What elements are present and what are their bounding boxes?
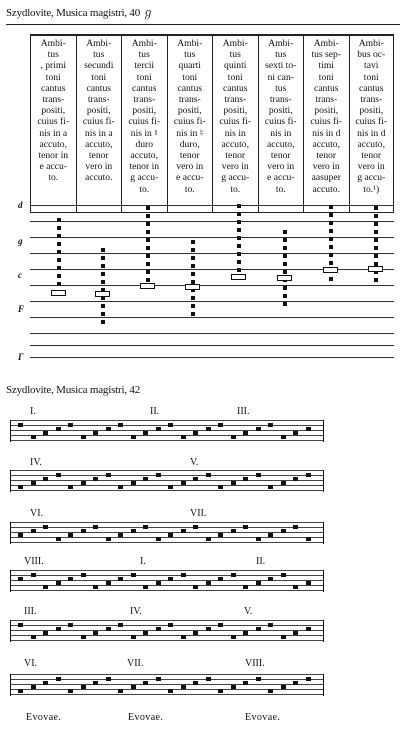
mode-label-r5-2: IV. [130,606,142,617]
chant-note [281,529,286,533]
ambitus-note [329,213,333,217]
chant-note [31,573,36,577]
mode-label-r3-1: VI. [30,508,44,519]
chant-note [56,473,61,477]
chant-note [193,631,198,635]
chant-note [231,481,236,485]
mode-label-r1-2: II. [150,406,160,417]
clef-gamma: Γ [18,352,24,362]
chant-note [243,477,248,481]
ambitus-note [57,274,61,278]
chant-staff [10,420,324,442]
ambitus-note [329,221,333,225]
ambitus-note [146,238,150,242]
mode-label-r1-1: I. [30,406,36,417]
bar-line [323,674,324,696]
chant-note [93,681,98,685]
chant-note [156,537,161,541]
ambitus-note [57,258,61,262]
clef-c: c [18,270,22,280]
chant-note [243,585,248,589]
chant-note [93,431,98,435]
chant-note [256,537,261,541]
final-breve [51,290,66,296]
chant-note [218,689,223,693]
ambitus-note [283,246,287,250]
bar-line [10,674,11,696]
chant-note [306,677,311,681]
chant-note [118,533,123,537]
chant-note [31,481,36,485]
ambitus-column-3: Ambi- tus tercii toni cantus trans- positi, cuius fi- nis in ♮ duro accuto, tenor in g accu- to. [121,36,167,212]
chant-note [218,577,223,581]
chant-note [106,627,111,631]
ambitus-note [329,229,333,233]
chant-note [31,435,36,439]
ambitus-note [329,253,333,257]
chant-note [256,627,261,631]
chant-note [43,631,48,635]
ambitus-note [57,250,61,254]
chant-note [168,423,173,427]
ambitus-note [283,294,287,298]
chant-note [168,689,173,693]
chant-note [56,581,61,585]
chant-note [243,525,248,529]
ambitus-note [329,277,333,281]
ambitus-note [329,205,333,209]
chant-note [193,431,198,435]
chant-note [93,477,98,481]
chant-note [306,537,311,541]
ambitus-note [374,206,378,210]
chant-note [218,533,223,537]
chant-note [218,485,223,489]
ambitus-note [101,312,105,316]
chant-note [106,677,111,681]
ambitus-note [146,230,150,234]
chant-note [181,685,186,689]
chant-note [56,627,61,631]
chant-note [143,477,148,481]
chant-note [56,427,61,431]
bar-line [323,620,324,642]
chant-note [168,623,173,627]
ambitus-note [283,302,287,306]
chant-note [218,623,223,627]
chant-note [31,529,36,533]
chant-note [231,635,236,639]
ambitus-note [101,256,105,260]
chant-note [181,635,186,639]
chant-note [106,427,111,431]
bar-line [323,570,324,592]
chant-note [68,689,73,693]
chant-note [31,635,36,639]
ambitus-note [101,272,105,276]
ambitus-note [57,218,61,222]
ambitus-note [374,246,378,250]
mode-label-r6-3: VIII. [245,658,265,669]
chant-note [306,581,311,585]
clef-g: g [18,236,23,246]
ambitus-note [191,264,195,268]
chant-note [268,423,273,427]
chant-note [143,431,148,435]
ambitus-note [237,228,241,232]
chant-note [81,435,86,439]
ambitus-note [146,214,150,218]
bar-line [323,522,324,544]
chant-note [81,481,86,485]
clef-d: d [18,200,23,210]
evovae-1: Evovae. [26,712,62,723]
ambitus-note [283,230,287,234]
caption-second: Szydlovite, Musica magistri, 42 [6,384,141,396]
ambitus-note [237,204,241,208]
chant-note [243,431,248,435]
ambitus-note [101,320,105,324]
chant-note [181,481,186,485]
mode-label-r5-3: V. [244,606,253,617]
ambitus-table [30,34,394,213]
ambitus-note [374,254,378,258]
chant-note [118,623,123,627]
ambitus-note [237,252,241,256]
ambitus-note [191,248,195,252]
final-breve [277,275,292,281]
ambitus-note [283,238,287,242]
chant-note [131,635,136,639]
chant-note [181,435,186,439]
ambitus-note [283,286,287,290]
ambitus-note [146,262,150,266]
chant-note [93,631,98,635]
chant-note [218,423,223,427]
chant-note [81,573,86,577]
chant-note [193,585,198,589]
chant-note [131,481,136,485]
chant-note [268,623,273,627]
chant-note [256,581,261,585]
ambitus-note [101,264,105,268]
chant-note [118,689,123,693]
chant-note [156,677,161,681]
bar-line [10,420,11,442]
chant-note [206,581,211,585]
ambitus-note [146,246,150,250]
ambitus-note [101,304,105,308]
ambitus-note [146,278,150,282]
ambitus-note [101,280,105,284]
mode-label-r6-1: VI. [24,658,38,669]
ambitus-note [237,220,241,224]
ambitus-note [374,278,378,282]
mode-label-r2-1: IV. [30,457,42,468]
mode-label-r6-2: VII. [127,658,144,669]
caption-first: Szydlovite, Musica magistri, 40 ℊ [6,7,154,19]
evovae-3: Evovae. [245,712,281,723]
chant-note [231,529,236,533]
ambitus-note [191,256,195,260]
chant-note [68,423,73,427]
ambitus-note [374,230,378,234]
bar-line [323,420,324,442]
ambitus-note [283,270,287,274]
chant-note [18,623,23,627]
final-breve [323,267,338,273]
chant-note [93,585,98,589]
chant-staff [10,620,324,642]
evovae-2: Evovae. [128,712,164,723]
ambitus-note [191,312,195,316]
ambitus-note [329,237,333,241]
chant-note [293,431,298,435]
bar-line [10,522,11,544]
ambitus-staff [30,195,394,375]
chant-note [168,577,173,581]
chant-note [68,577,73,581]
chant-note [93,525,98,529]
ambitus-note [237,236,241,240]
chant-note [293,681,298,685]
chant-note [206,677,211,681]
ambitus-column-1: Ambi- tus , primi toni cantus trans- positi, cuius fi- nis in a accuto, tenor in e accu- to. [30,36,76,212]
ambitus-note [283,254,287,258]
chant-note [143,681,148,685]
chant-note [131,573,136,577]
ambitus-column-7: Ambi- tus sep- timi toni cantus trans- positi, cuius fi- nis in d accuto, tenor vero in aasuper accuto. [303,36,349,212]
chant-note [43,525,48,529]
chant-note [18,485,23,489]
chant-note [18,533,23,537]
chant-note [281,435,286,439]
chant-note [306,427,311,431]
chant-note [131,435,136,439]
ambitus-note [374,238,378,242]
mode-label-r4-1: VIII. [24,556,44,567]
chant-note [56,537,61,541]
chant-note [281,481,286,485]
ambitus-note [191,272,195,276]
chant-note [81,685,86,689]
ambitus-note [191,240,195,244]
ambitus-note [146,254,150,258]
chant-note [81,529,86,533]
ambitus-note [57,282,61,286]
chant-note [106,473,111,477]
chant-note [268,689,273,693]
chant-note [231,573,236,577]
chant-note [231,685,236,689]
chant-note [18,689,23,693]
ambitus-note [329,245,333,249]
bar-line [10,620,11,642]
ambitus-note [191,304,195,308]
chant-note [143,525,148,529]
ambitus-column-6: Ambi- tus sexti to- ni can- tus trans- positi, cuius fi- nis in accuto, tenor vero in e accu- to. [258,36,304,212]
chant-note [293,477,298,481]
chant-note [268,577,273,581]
final-breve [231,274,246,280]
chant-note [81,635,86,639]
chant-note [268,533,273,537]
chant-note [106,537,111,541]
chant-note [43,681,48,685]
final-breve [140,283,155,289]
chant-note [68,485,73,489]
final-breve [185,284,200,290]
chant-note [118,577,123,581]
chant-note [143,631,148,635]
chant-note [306,473,311,477]
ambitus-note [57,226,61,230]
chant-note [143,585,148,589]
ambitus-note [374,222,378,226]
bar-line [10,470,11,492]
chant-note [281,685,286,689]
chant-note [256,427,261,431]
bar-line [323,470,324,492]
chant-note [31,685,36,689]
chant-note [18,423,23,427]
chant-note [193,477,198,481]
chant-note [256,677,261,681]
mode-label-r4-3: II. [256,556,266,567]
chant-note [43,431,48,435]
chant-note [206,537,211,541]
ambitus-note [237,260,241,264]
ambitus-note [146,222,150,226]
chant-note [193,681,198,685]
bar-line [10,570,11,592]
ambitus-column-4: Ambi- tus quarti toni cantus trans- positi, cuius fi- nis in ♮ duro, tenor vero in e accu- to. [167,36,213,212]
chant-note [18,577,23,581]
chant-note [206,473,211,477]
ambitus-note [329,261,333,265]
ambitus-note [237,212,241,216]
ambitus-note [146,206,150,210]
chant-note [293,585,298,589]
chant-note [181,573,186,577]
chant-note [68,533,73,537]
chant-note [156,581,161,585]
chant-note [168,533,173,537]
chant-note [231,435,236,439]
chant-note [118,423,123,427]
chant-note [243,681,248,685]
chant-note [43,585,48,589]
mode-label-r1-3: III. [237,406,250,417]
mode-label-r2-2: V. [190,457,199,468]
chant-note [281,573,286,577]
chant-note [293,631,298,635]
ambitus-note [283,262,287,266]
chant-note [206,427,211,431]
chant-note [131,685,136,689]
mode-label-r5-1: III. [24,606,37,617]
chant-note [156,473,161,477]
ambitus-note [101,248,105,252]
ambitus-note [57,234,61,238]
ambitus-column-5: Ambi- tus quinti toni cantus trans- positi, cuius fi- nis in accuto, tenor vero in g accu- to. [212,36,258,212]
final-breve [95,291,110,297]
chant-note [156,627,161,631]
chant-note [56,677,61,681]
mode-label-r3-2: VII. [190,508,207,519]
chant-note [118,485,123,489]
ambitus-note [146,270,150,274]
final-breve [368,266,383,272]
chant-note [268,485,273,489]
chant-note [193,525,198,529]
chant-note [243,631,248,635]
ambitus-note [237,268,241,272]
ambitus-note [191,296,195,300]
ambitus-note [57,242,61,246]
chant-note [68,623,73,627]
mode-label-r4-2: I. [140,556,146,567]
ambitus-note [57,266,61,270]
chant-note [43,477,48,481]
chant-note [106,581,111,585]
ambitus-column-8: Ambi- bus oc- tavi toni cantus trans- positi, cuius fi- nis in d accuto, tenor vero in g accu- to.¹) [349,36,395,212]
clef-F: F [18,304,25,314]
top-rule [6,24,400,25]
chant-note [256,473,261,477]
chant-note [181,529,186,533]
ambitus-column-2: Ambi- tus secundi toni cantus trans- positi, cuius fi- nis in a accuto, tenor vero in accuto. [76,36,122,212]
chant-note [281,635,286,639]
chant-note [156,427,161,431]
ambitus-note [374,214,378,218]
chant-note [293,525,298,529]
chant-note [306,627,311,631]
chant-note [131,529,136,533]
chant-note [206,627,211,631]
ambitus-note [237,244,241,248]
chant-note [168,485,173,489]
